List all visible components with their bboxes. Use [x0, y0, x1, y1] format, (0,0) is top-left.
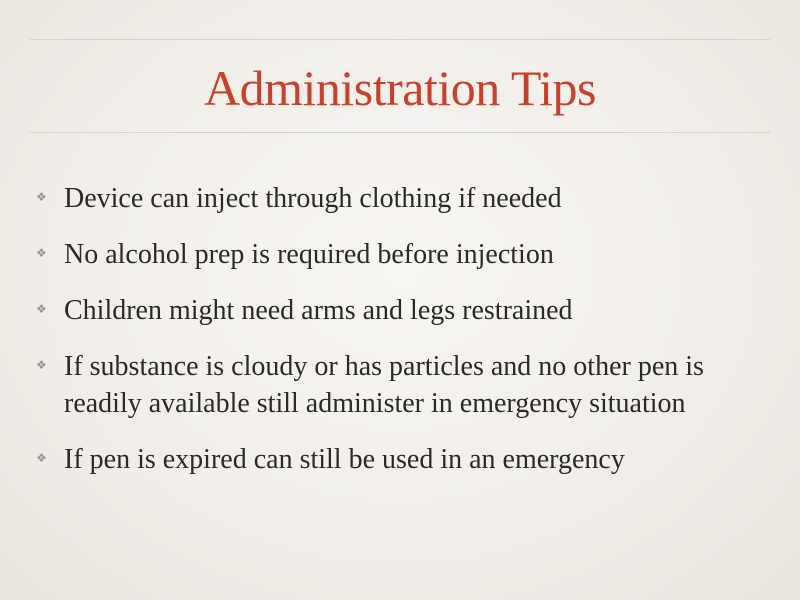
bullet-text: If pen is expired can still be used in an emergency	[64, 444, 625, 475]
bullet-text: Children might need arms and legs restrained	[64, 295, 573, 326]
bullet-item	[36, 348, 766, 422]
bullet-item	[36, 292, 766, 329]
slide-title: Administration Tips	[204, 60, 596, 116]
bullet-text: If substance is cloudy or has particles and no other pen is readily available still administer in emergency situation	[64, 351, 704, 419]
bullet-item	[36, 236, 766, 273]
bullet-item	[36, 441, 766, 478]
fleuron-icon: ❖	[36, 190, 47, 204]
bullet-text: No alcohol prep is required before injection	[64, 239, 554, 270]
fleuron-icon: ❖	[36, 451, 47, 465]
title-divider	[30, 132, 770, 133]
bullet-text: Device can inject through clothing if needed	[64, 183, 562, 214]
fleuron-icon: ❖	[36, 246, 47, 260]
bullet-item	[36, 180, 766, 217]
fleuron-icon: ❖	[36, 302, 47, 316]
bullet-list	[36, 180, 766, 497]
fleuron-icon: ❖	[36, 358, 47, 372]
top-divider	[30, 39, 770, 40]
